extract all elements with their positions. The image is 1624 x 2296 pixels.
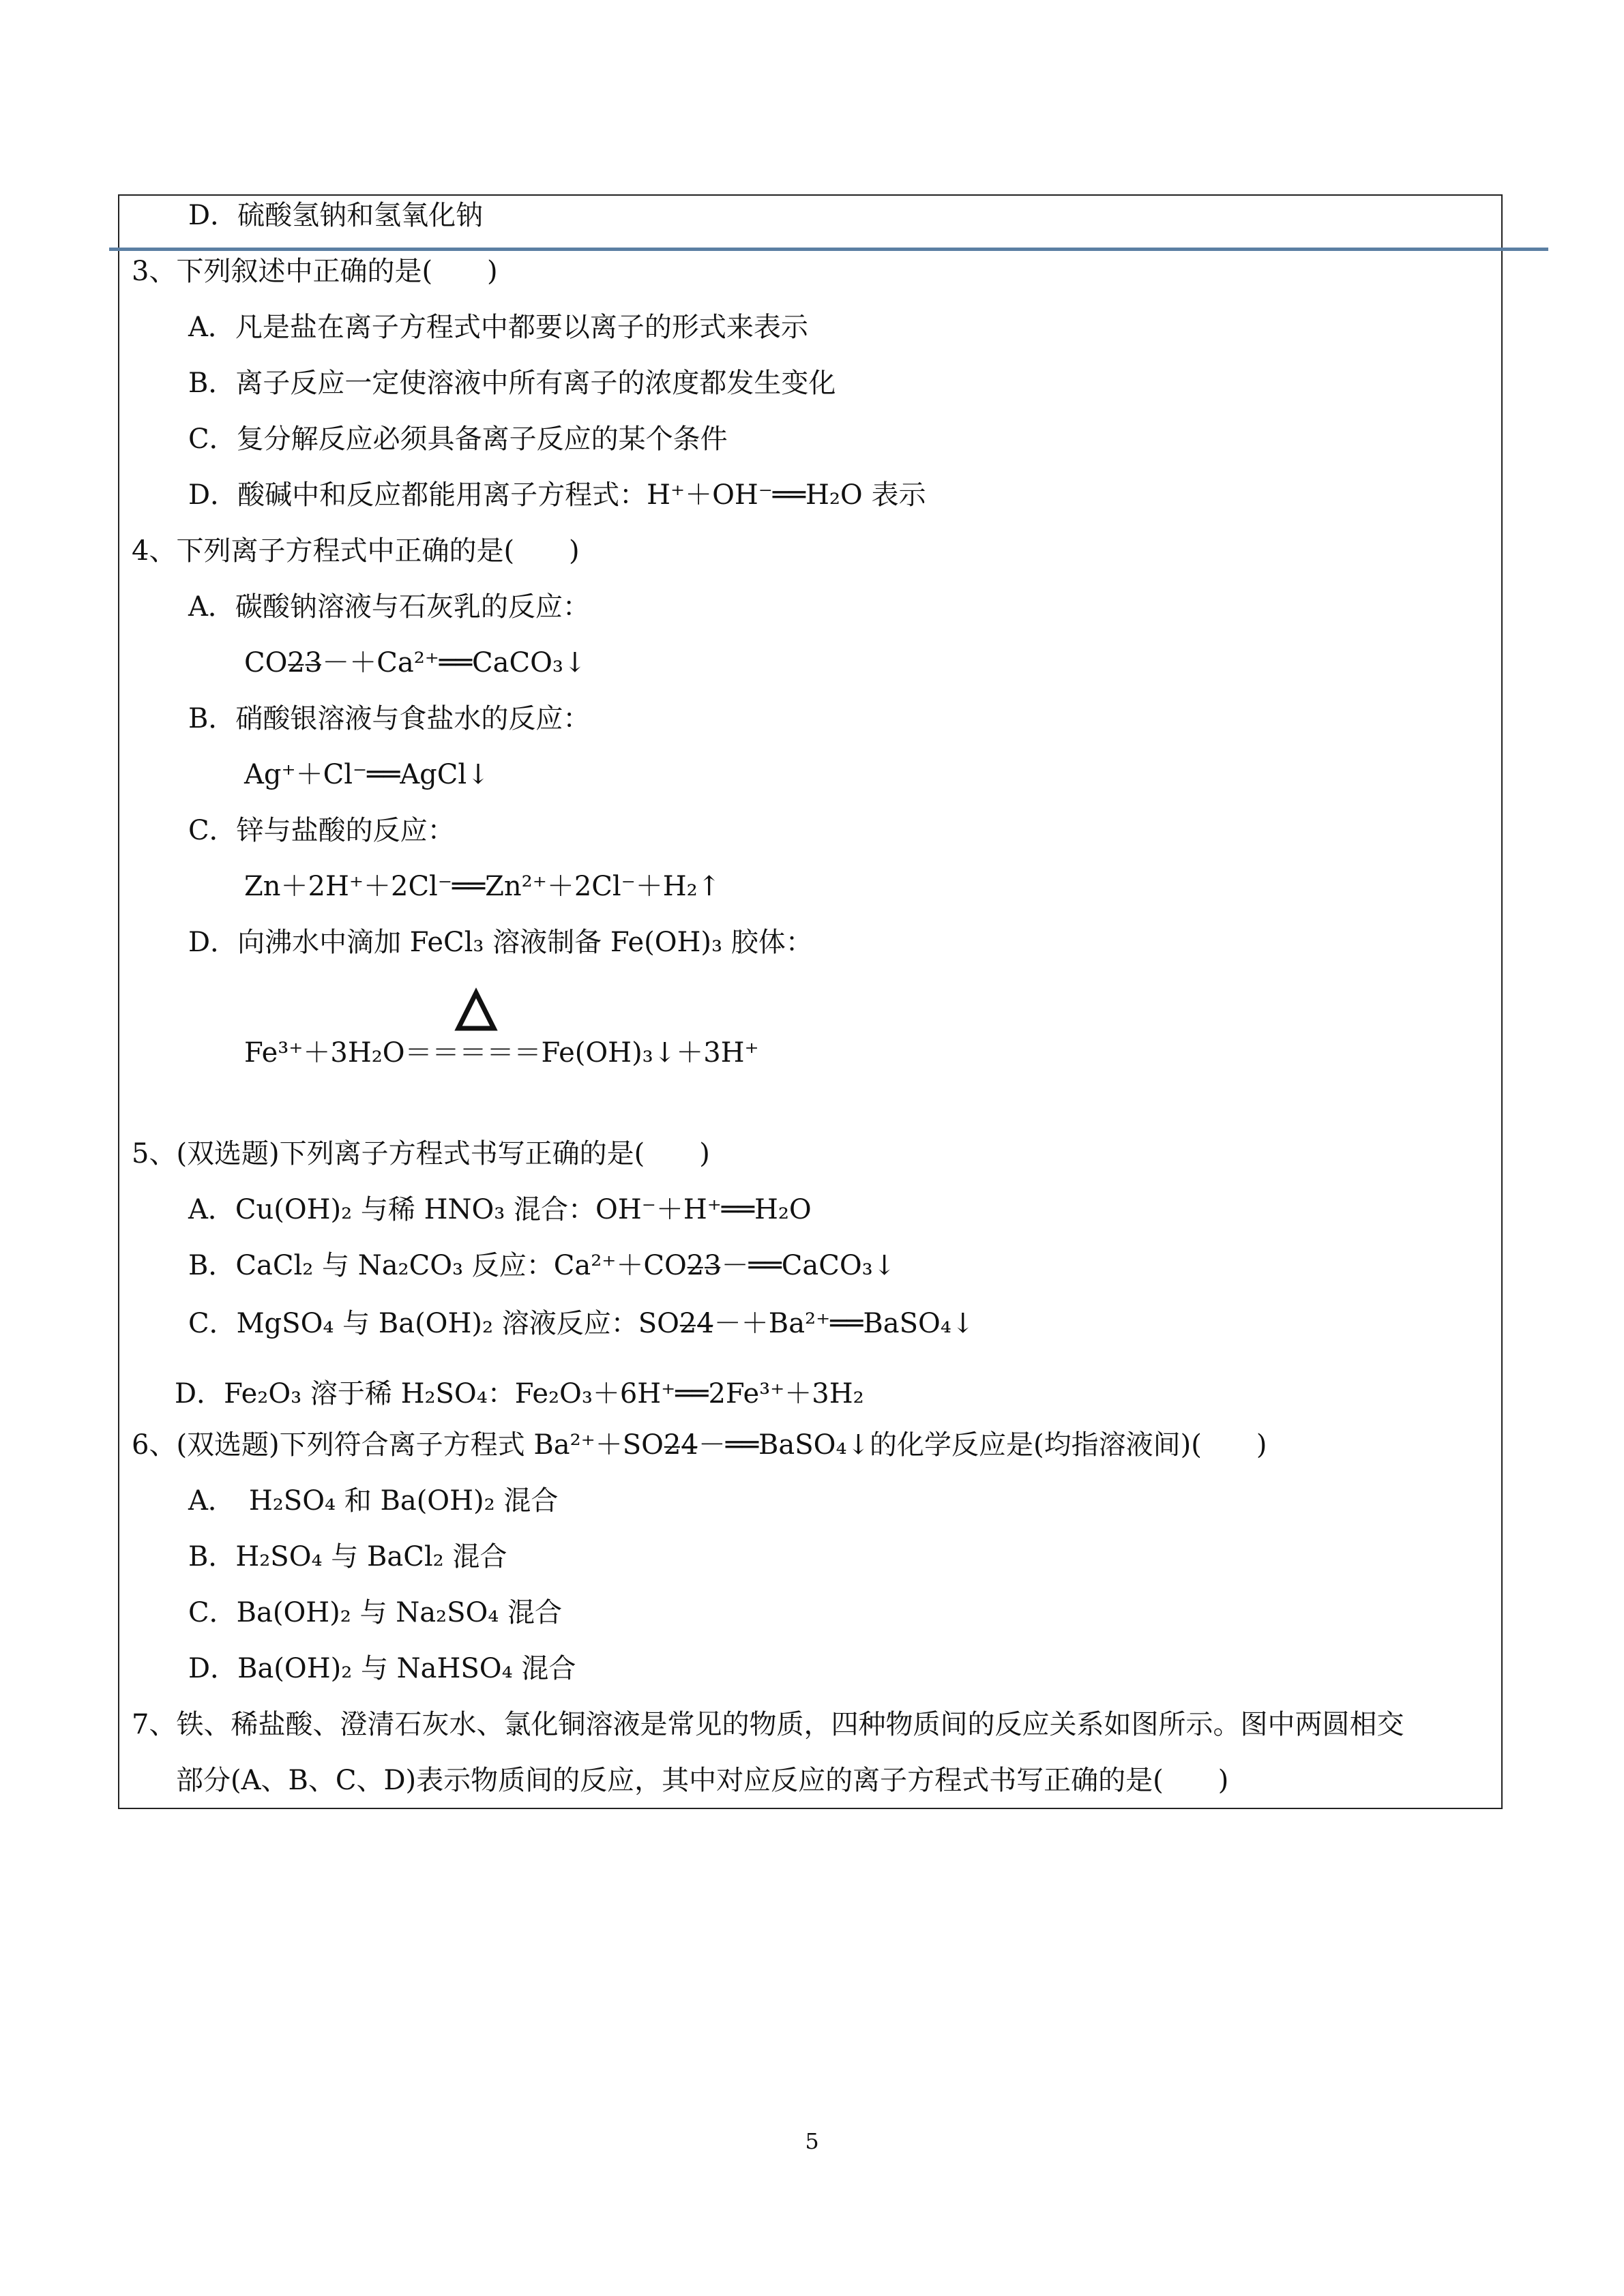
q2-option-d: D．硫酸氢钠和氢氧化钠: [188, 200, 484, 231]
q6-option-d: D．Ba(OH)₂ 与 NaHSO₄ 混合: [188, 1653, 576, 1684]
q4-option-c-equation: Zn＋2H⁺＋2Cl⁻══Zn²⁺＋2Cl⁻＋H₂↑: [244, 871, 721, 902]
q4-option-a-equation: CO2̶3̶－＋Ca²⁺══CaCO₃↓: [244, 647, 587, 679]
q3-stem: 3、下列叙述中正确的是( ): [132, 256, 498, 287]
q4-stem: 4、下列离子方程式中正确的是( ): [132, 535, 580, 567]
q6-option-b: B．H₂SO₄ 与 BaCl₂ 混合: [188, 1541, 507, 1572]
q5-option-d: D．Fe₂O₃ 溶于稀 H₂SO₄：Fe₂O₃＋6H⁺══2Fe³⁺＋3H₂: [175, 1378, 864, 1410]
q5-option-c: C．MgSO₄ 与 Ba(OH)₂ 溶液反应：SO2̶4̶－＋Ba²⁺══BaSO₄↓: [188, 1308, 975, 1339]
q4-option-d-equation: Fe³⁺＋3H₂O＝＝＝＝＝Fe(OH)₃↓＋3H⁺: [244, 1037, 759, 1069]
q4-option-c: C．锌与盐酸的反应：: [188, 815, 455, 846]
q7-stem-continued: 部分(A、B、C、D)表示物质间的反应，其中对应反应的离子方程式书写正确的是( ): [176, 1765, 1229, 1796]
q6-stem: 6、(双选题)下列符合离子方程式 Ba²⁺＋SO2̶4̶－══BaSO₄↓的化学反应是(均指溶液间)( ): [132, 1429, 1267, 1461]
q7-stem: 7、铁、稀盐酸、澄清石灰水、氯化铜溶液是常见的物质，四种物质间的反应关系如图所示。图中两圆相交: [132, 1709, 1404, 1740]
q6-option-c: C．Ba(OH)₂ 与 Na₂SO₄ 混合: [188, 1597, 563, 1628]
q5-stem: 5、(双选题)下列离子方程式书写正确的是( ): [132, 1138, 710, 1169]
q5-option-a: A．Cu(OH)₂ 与稀 HNO₃ 混合：OH⁻＋H⁺══H₂O: [188, 1194, 812, 1225]
q4-option-b-equation: Ag⁺＋Cl⁻══AgCl↓: [244, 759, 490, 790]
q4-option-d: D．向沸水中滴加 FeCl₃ 溶液制备 Fe(OH)₃ 胶体：: [188, 927, 813, 958]
heat-delta-symbol: [456, 990, 497, 1031]
q6-option-a: A． H₂SO₄ 和 Ba(OH)₂ 混合: [188, 1485, 559, 1517]
q3-option-a: A．凡是盐在离子方程式中都要以离子的形式来表示: [188, 312, 808, 343]
q3-option-d: D．酸碱中和反应都能用离子方程式：H⁺＋OH⁻══H₂O 表示: [188, 479, 926, 511]
page-number: 5: [805, 2128, 819, 2154]
header-rule: [109, 248, 1548, 251]
q5-option-b: B．CaCl₂ 与 Na₂CO₃ 反应：Ca²⁺＋CO2̶3̶－══CaCO₃↓: [188, 1250, 896, 1281]
q4-option-a: A．碳酸钠溶液与石灰乳的反应：: [188, 591, 590, 623]
q3-option-c: C．复分解反应必须具备离子反应的某个条件: [188, 423, 728, 455]
q4-option-b: B．硝酸银溶液与食盐水的反应：: [188, 703, 591, 734]
q3-option-b: B．离子反应一定使溶液中所有离子的浓度都发生变化: [188, 368, 836, 399]
